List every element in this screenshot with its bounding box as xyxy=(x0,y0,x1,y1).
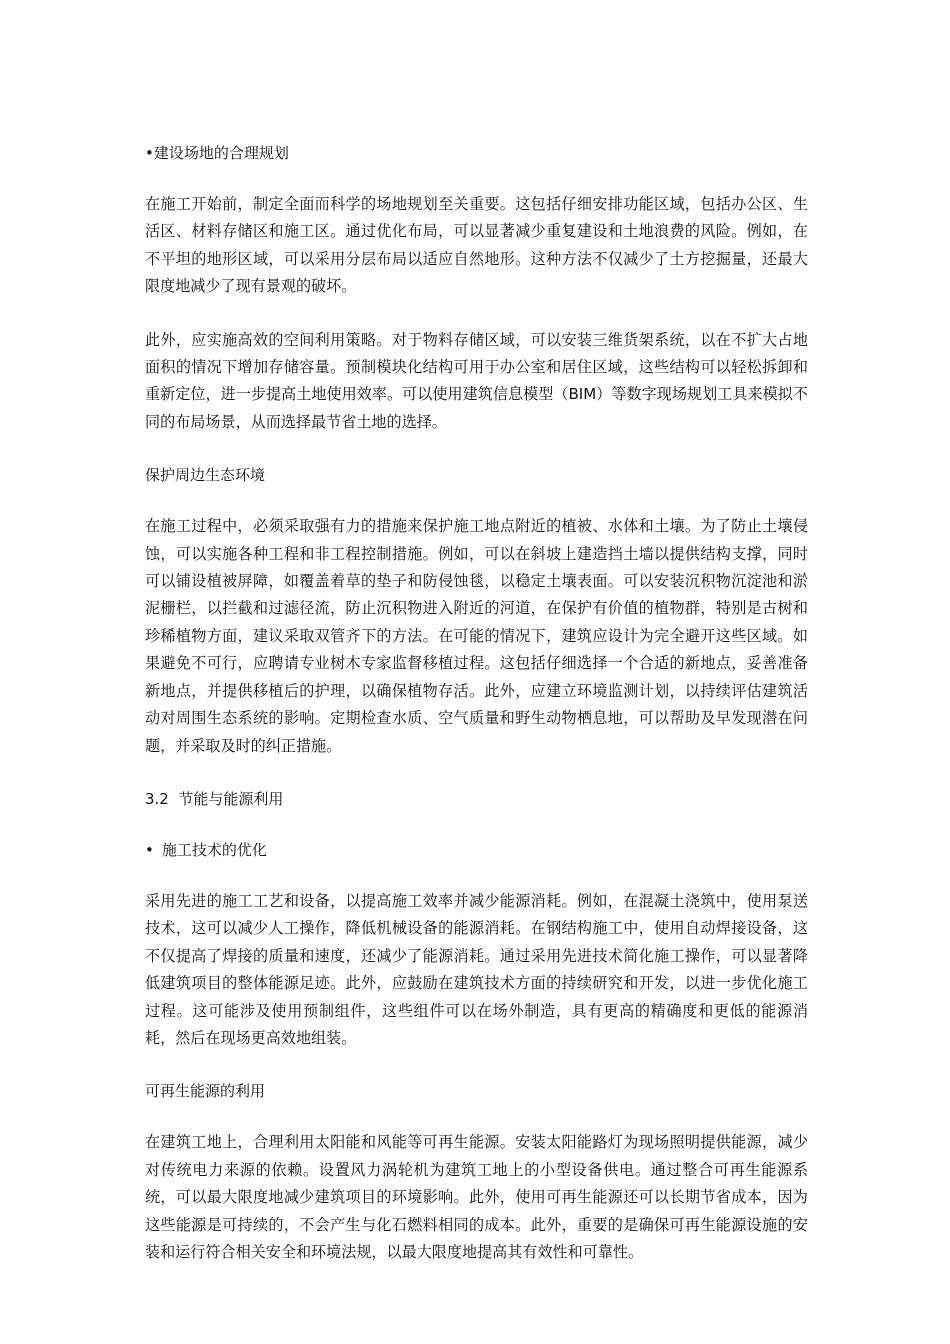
document-body xyxy=(145,140,808,1266)
section-heading-site-planning: •建设场地的合理规划 xyxy=(145,144,289,162)
section-heading-renewable-energy: 可再生能源的利用 xyxy=(145,1082,266,1101)
paragraph-construction-tech: 采用先进的施工工艺和设备，以提高施工效率并减少能源消耗。例如，在混凝土浇筑中，使用泵送技术，这可以减少人工操作，降低机械设备的能源消耗。在钢结构施工中，使用自动焊接设备，这不仅提高了焊接的质量和速度，还减少了能源消耗。通过采用先进技术简化施工操作，可以显著降低建筑项目的整体能源足迹。此外，应鼓励在建筑技术方面的持续研究和开发，以进一步优化施工过程。这可能涉及使用预制组件，这些组件可以在场外制造，具有更高的精确度和更低的能源消耗，然后在现场更高效地组装。 xyxy=(145,891,808,1047)
paragraph-site-planning-2: 此外，应实施高效的空间利用策略。对于物料存储区域，可以安装三维货架系统，以在不扩大占地面积的情况下增加存储容量。预制模块化结构可用于办公室和居住区域，这些结构可以轻松拆卸和重新定位，进一步提高土地使用效率。可以使用建筑信息模型（BIM）等数字现场规划工具来模拟不同的布局场景，从而选择最节省土地的选择。 xyxy=(145,330,808,431)
section-heading-construction-tech xyxy=(145,837,808,864)
paragraph-ecology-protection: 在施工过程中，必须采取强有力的措施来保护施工地点附近的植被、水体和土壤。为了防止土壤侵蚀，可以实施各种工程和非工程控制措施。例如，可以在斜坡上建造挡土墙以提供结构支撑，同时可以铺设植被屏障，如覆盖着草的垫子和防侵蚀毯，以稳定土壤表面。可以安装沉积物沉淀池和淤泥栅栏，以拦截和过滤径流，防止沉积物进入附近的河道，在保护有价值的植物群，特别是古树和珍稀植物方面，建议采取双管齐下的方法。在可能的情况下，建筑应设计为完全避开这些区域。如果避免不可行，应聘请专业树木专家监督移植过程。这包括仔细选择一个合适的新地点，妥善准备新地点，并提供移植后的护理，以确保植物存活。此外，应建立环境监测计划，以持续评估建筑活动对周围生态系统的影响。定期检查水质、空气质量和野生动物栖息地，可以帮助及早发现潜在问题，并采取及时的纠正措施。 xyxy=(145,517,808,755)
bullet-marker: • xyxy=(145,840,154,859)
section-heading-ecology-protection: 保护周边生态环境 xyxy=(145,466,266,485)
paragraph-site-planning-1: 在施工开始前，制定全面而科学的场地规划至关重要。这包括仔细安排功能区域，包括办公区、生活区、材料存储区和施工区。通过优化布局，可以显著减少重复建设和土地浪费的风险。例如，在不平坦的地形区域，可以采用分层布局以适应自然地形。这种方法不仅减少了土方挖掘量，还最大限度地减少了现有景观的破坏。 xyxy=(145,195,808,296)
section-heading-construction-tech-label: 施工技术的优化 xyxy=(161,840,267,859)
section-heading-energy-saving: 3.2 节能与能源利用 xyxy=(145,789,284,808)
paragraph-renewable-energy: 在建筑工地上，合理利用太阳能和风能等可再生能源。安装太阳能路灯为现场照明提供能源，减少对传统电力来源的依赖。设置风力涡轮机为建筑工地上的小型设备供电。通过整合可再生能源系统，可以最大限度地减少建筑项目的环境影响。此外，使用可再生能源还可以长期节省成本，因为这些能源是可持续的，不会产生与化石燃料相同的成本。此外，重要的是确保可再生能源设施的安装和运行符合相关安全和环境法规，以最大限度地提高其有效性和可靠性。 xyxy=(145,1133,808,1261)
